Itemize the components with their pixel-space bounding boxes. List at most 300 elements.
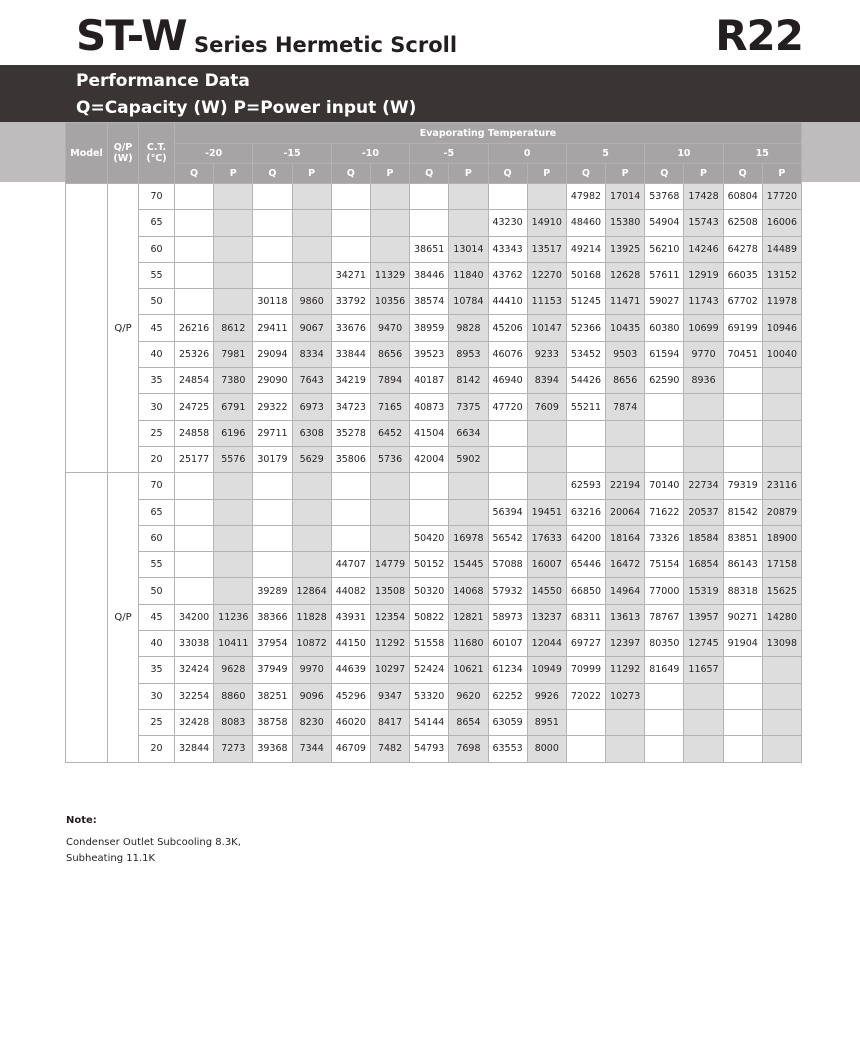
capacity-cell: 24854 [175, 368, 214, 394]
power-cell: 6973 [292, 394, 331, 420]
power-cell: 10435 [606, 315, 645, 341]
power-cell: 12745 [684, 631, 723, 657]
power-cell: 11292 [606, 657, 645, 683]
table-row [66, 709, 802, 735]
series-description: Series Hermetic Scroll [194, 33, 458, 57]
power-cell: 12628 [606, 262, 645, 288]
condensing-temp-cell: 20 [139, 446, 175, 472]
capacity-cell: 44639 [331, 657, 370, 683]
capacity-cell [488, 446, 527, 472]
power-cell [449, 473, 488, 499]
capacity-cell: 53452 [566, 341, 605, 367]
table-row [66, 525, 802, 551]
power-cell: 8953 [449, 341, 488, 367]
power-cell: 15625 [762, 578, 801, 604]
capacity-cell: 69727 [566, 631, 605, 657]
capacity-cell: 38574 [410, 289, 449, 315]
power-cell [370, 236, 409, 262]
capacity-cell: 33676 [331, 315, 370, 341]
power-cell: 11236 [214, 604, 253, 630]
capacity-cell: 29711 [253, 420, 292, 446]
power-cell: 7273 [214, 736, 253, 762]
power-cell: 6791 [214, 394, 253, 420]
power-cell: 15319 [684, 578, 723, 604]
capacity-cell [331, 525, 370, 551]
evap-temp-header: -10 [331, 144, 409, 164]
capacity-cell: 33792 [331, 289, 370, 315]
capacity-cell: 43230 [488, 210, 527, 236]
capacity-cell [410, 210, 449, 236]
capacity-cell [175, 578, 214, 604]
power-cell [762, 368, 801, 394]
power-cell [762, 736, 801, 762]
capacity-cell: 25326 [175, 341, 214, 367]
power-cell: 6196 [214, 420, 253, 446]
power-cell [527, 184, 566, 210]
capacity-cell: 35806 [331, 446, 370, 472]
power-cell: 13957 [684, 604, 723, 630]
capacity-cell [175, 473, 214, 499]
q-subheader: Q [645, 164, 684, 184]
capacity-cell: 50152 [410, 552, 449, 578]
capacity-cell: 46709 [331, 736, 370, 762]
table-row [66, 552, 802, 578]
condensing-temp-cell: 70 [139, 184, 175, 210]
capacity-cell: 62508 [723, 210, 762, 236]
table-row [66, 394, 802, 420]
power-cell: 15445 [449, 552, 488, 578]
capacity-cell: 60380 [645, 315, 684, 341]
table-row [66, 315, 802, 341]
power-cell: 11743 [684, 289, 723, 315]
condensing-temp-cell: 50 [139, 289, 175, 315]
condensing-temp-cell: 40 [139, 631, 175, 657]
capacity-cell: 44410 [488, 289, 527, 315]
power-cell [214, 184, 253, 210]
capacity-cell: 38758 [253, 709, 292, 735]
power-cell [214, 552, 253, 578]
condensing-temp-cell: 70 [139, 473, 175, 499]
capacity-cell: 53320 [410, 683, 449, 709]
p-subheader: P [606, 164, 645, 184]
capacity-cell: 37954 [253, 631, 292, 657]
power-cell: 11153 [527, 289, 566, 315]
capacity-cell: 54904 [645, 210, 684, 236]
capacity-cell: 29411 [253, 315, 292, 341]
power-cell: 7894 [370, 368, 409, 394]
capacity-cell: 43343 [488, 236, 527, 262]
power-cell: 11471 [606, 289, 645, 315]
capacity-cell: 59027 [645, 289, 684, 315]
power-cell: 8417 [370, 709, 409, 735]
power-cell: 10297 [370, 657, 409, 683]
power-cell [606, 420, 645, 446]
capacity-cell: 40873 [410, 394, 449, 420]
condensing-temp-cell: 40 [139, 341, 175, 367]
power-cell [292, 184, 331, 210]
capacity-cell: 37949 [253, 657, 292, 683]
capacity-cell [645, 420, 684, 446]
power-cell [606, 709, 645, 735]
capacity-cell: 45296 [331, 683, 370, 709]
capacity-cell: 34219 [331, 368, 370, 394]
performance-heading: Performance Data [76, 71, 250, 91]
capacity-cell: 51558 [410, 631, 449, 657]
power-cell [449, 210, 488, 236]
capacity-cell: 43931 [331, 604, 370, 630]
power-cell: 8656 [370, 341, 409, 367]
capacity-cell: 62590 [645, 368, 684, 394]
capacity-cell: 42004 [410, 446, 449, 472]
capacity-cell: 70451 [723, 341, 762, 367]
power-cell: 7874 [606, 394, 645, 420]
capacity-cell: 44707 [331, 552, 370, 578]
capacity-cell [331, 236, 370, 262]
capacity-cell [723, 368, 762, 394]
capacity-cell [723, 709, 762, 735]
power-cell: 19451 [527, 499, 566, 525]
condensing-temp-cell: 25 [139, 420, 175, 446]
capacity-cell [331, 499, 370, 525]
power-cell: 17014 [606, 184, 645, 210]
table-row [66, 683, 802, 709]
power-cell: 7698 [449, 736, 488, 762]
title-row [0, 0, 860, 64]
power-cell: 22734 [684, 473, 723, 499]
condensing-temp-cell: 20 [139, 736, 175, 762]
power-cell: 7380 [214, 368, 253, 394]
table-row [66, 604, 802, 630]
power-cell: 16007 [527, 552, 566, 578]
power-cell: 23116 [762, 473, 801, 499]
capacity-cell [723, 420, 762, 446]
capacity-cell: 40187 [410, 368, 449, 394]
capacity-cell [175, 184, 214, 210]
power-cell: 5902 [449, 446, 488, 472]
condensing-temp-cell: 50 [139, 578, 175, 604]
power-cell: 8936 [684, 368, 723, 394]
capacity-cell: 44150 [331, 631, 370, 657]
capacity-cell: 62252 [488, 683, 527, 709]
performance-legend: Q=Capacity (W) P=Power input (W) [76, 98, 417, 118]
capacity-cell [253, 552, 292, 578]
capacity-cell [723, 394, 762, 420]
capacity-cell: 46020 [331, 709, 370, 735]
condensing-temp-cell: 55 [139, 552, 175, 578]
power-cell: 18164 [606, 525, 645, 551]
table-row [66, 210, 802, 236]
capacity-cell: 52366 [566, 315, 605, 341]
capacity-cell: 63059 [488, 709, 527, 735]
power-cell: 8334 [292, 341, 331, 367]
power-cell [292, 499, 331, 525]
p-subheader: P [762, 164, 801, 184]
condensing-temp-cell: 60 [139, 525, 175, 551]
power-cell: 5576 [214, 446, 253, 472]
power-cell [292, 552, 331, 578]
capacity-cell: 35278 [331, 420, 370, 446]
power-cell: 13152 [762, 262, 801, 288]
power-cell [762, 394, 801, 420]
series-name: ST-W [76, 11, 187, 60]
capacity-cell: 33844 [331, 341, 370, 367]
power-cell [370, 499, 409, 525]
power-cell: 18584 [684, 525, 723, 551]
power-cell [214, 262, 253, 288]
table-row [66, 736, 802, 762]
capacity-cell [723, 657, 762, 683]
capacity-cell: 63553 [488, 736, 527, 762]
power-cell [370, 473, 409, 499]
qp-cell: Q/P [108, 473, 139, 762]
power-cell [214, 473, 253, 499]
capacity-cell [331, 210, 370, 236]
table-row [66, 578, 802, 604]
condensing-temp-cell: 45 [139, 604, 175, 630]
capacity-cell [645, 446, 684, 472]
power-cell [292, 262, 331, 288]
q-subheader: Q [410, 164, 449, 184]
power-cell: 8656 [606, 368, 645, 394]
refrigerant-label: R22 [715, 11, 803, 60]
power-cell [370, 184, 409, 210]
power-cell: 20879 [762, 499, 801, 525]
power-cell [684, 394, 723, 420]
p-subheader: P [370, 164, 409, 184]
power-cell: 8000 [527, 736, 566, 762]
power-cell: 7165 [370, 394, 409, 420]
capacity-cell: 46940 [488, 368, 527, 394]
capacity-cell: 32428 [175, 709, 214, 735]
capacity-cell: 39368 [253, 736, 292, 762]
power-cell [214, 210, 253, 236]
power-cell [762, 446, 801, 472]
capacity-cell [253, 473, 292, 499]
power-cell [762, 420, 801, 446]
power-cell: 14550 [527, 578, 566, 604]
power-cell: 7375 [449, 394, 488, 420]
power-cell [684, 709, 723, 735]
capacity-cell [645, 736, 684, 762]
capacity-cell: 53768 [645, 184, 684, 210]
capacity-cell [253, 184, 292, 210]
performance-table [65, 122, 802, 763]
power-cell: 10784 [449, 289, 488, 315]
power-cell: 10699 [684, 315, 723, 341]
model-column-header: Model [66, 123, 108, 184]
evap-temp-header: -15 [253, 144, 331, 164]
power-cell: 9770 [684, 341, 723, 367]
power-cell: 14280 [762, 604, 801, 630]
capacity-cell: 50822 [410, 604, 449, 630]
power-cell: 11828 [292, 604, 331, 630]
power-cell: 14964 [606, 578, 645, 604]
condensing-temp-cell: 30 [139, 683, 175, 709]
power-cell: 16472 [606, 552, 645, 578]
power-cell [684, 683, 723, 709]
power-cell: 13613 [606, 604, 645, 630]
capacity-cell [645, 709, 684, 735]
power-cell: 20064 [606, 499, 645, 525]
capacity-cell: 57611 [645, 262, 684, 288]
power-cell [527, 446, 566, 472]
table-row [66, 236, 802, 262]
evap-temp-header: -20 [175, 144, 253, 164]
capacity-cell: 90271 [723, 604, 762, 630]
power-cell: 9503 [606, 341, 645, 367]
capacity-cell: 57932 [488, 578, 527, 604]
capacity-cell: 39289 [253, 578, 292, 604]
capacity-cell: 33038 [175, 631, 214, 657]
capacity-cell: 78767 [645, 604, 684, 630]
p-subheader: P [214, 164, 253, 184]
condensing-temp-cell: 30 [139, 394, 175, 420]
model-cell [66, 473, 108, 762]
condensing-temp-cell: 35 [139, 657, 175, 683]
power-cell: 16978 [449, 525, 488, 551]
capacity-cell: 38446 [410, 262, 449, 288]
capacity-cell [645, 394, 684, 420]
capacity-cell [566, 709, 605, 735]
capacity-cell: 63216 [566, 499, 605, 525]
power-cell: 10949 [527, 657, 566, 683]
capacity-cell: 66035 [723, 262, 762, 288]
power-cell [527, 420, 566, 446]
capacity-cell: 49214 [566, 236, 605, 262]
capacity-cell [253, 499, 292, 525]
capacity-cell: 66850 [566, 578, 605, 604]
power-cell: 9470 [370, 315, 409, 341]
capacity-cell [175, 499, 214, 525]
table-row [66, 631, 802, 657]
capacity-cell: 60107 [488, 631, 527, 657]
power-cell: 14489 [762, 236, 801, 262]
capacity-cell: 29094 [253, 341, 292, 367]
table-row [66, 473, 802, 499]
power-cell: 8612 [214, 315, 253, 341]
condensing-temp-cell: 65 [139, 499, 175, 525]
power-cell: 9233 [527, 341, 566, 367]
capacity-cell [331, 473, 370, 499]
condensing-temp-cell: 45 [139, 315, 175, 341]
power-cell [684, 736, 723, 762]
power-cell [370, 525, 409, 551]
power-cell: 6452 [370, 420, 409, 446]
capacity-cell [410, 473, 449, 499]
capacity-cell: 65446 [566, 552, 605, 578]
power-cell [527, 473, 566, 499]
power-cell [214, 578, 253, 604]
capacity-cell: 32424 [175, 657, 214, 683]
power-cell: 7482 [370, 736, 409, 762]
capacity-cell: 32254 [175, 683, 214, 709]
power-cell: 13014 [449, 236, 488, 262]
capacity-cell [723, 683, 762, 709]
capacity-cell: 51245 [566, 289, 605, 315]
capacity-cell: 58973 [488, 604, 527, 630]
capacity-cell: 39523 [410, 341, 449, 367]
power-cell: 10872 [292, 631, 331, 657]
capacity-cell: 38959 [410, 315, 449, 341]
power-cell: 9860 [292, 289, 331, 315]
power-cell [292, 236, 331, 262]
evap-temp-header: 15 [723, 144, 801, 164]
capacity-cell: 72022 [566, 683, 605, 709]
capacity-cell [488, 184, 527, 210]
capacity-cell: 50168 [566, 262, 605, 288]
p-subheader: P [292, 164, 331, 184]
power-cell: 11840 [449, 262, 488, 288]
power-cell: 12397 [606, 631, 645, 657]
power-cell: 8654 [449, 709, 488, 735]
table-row [66, 420, 802, 446]
power-cell [214, 289, 253, 315]
evaporating-temperature-header: Evaporating Temperature [175, 123, 802, 144]
capacity-cell: 30118 [253, 289, 292, 315]
capacity-cell [175, 262, 214, 288]
capacity-cell: 79319 [723, 473, 762, 499]
capacity-cell: 48460 [566, 210, 605, 236]
power-cell [762, 657, 801, 683]
capacity-cell [723, 736, 762, 762]
power-cell: 9970 [292, 657, 331, 683]
condensing-temp-cell: 65 [139, 210, 175, 236]
power-cell: 17158 [762, 552, 801, 578]
power-cell: 11657 [684, 657, 723, 683]
capacity-cell: 61234 [488, 657, 527, 683]
capacity-cell: 81542 [723, 499, 762, 525]
capacity-cell [410, 499, 449, 525]
capacity-cell: 67702 [723, 289, 762, 315]
power-cell: 13517 [527, 236, 566, 262]
capacity-cell: 38366 [253, 604, 292, 630]
capacity-cell: 75154 [645, 552, 684, 578]
power-cell: 16854 [684, 552, 723, 578]
p-subheader: P [449, 164, 488, 184]
capacity-cell: 30179 [253, 446, 292, 472]
capacity-cell: 57088 [488, 552, 527, 578]
capacity-cell [175, 289, 214, 315]
capacity-cell: 70999 [566, 657, 605, 683]
power-cell: 12821 [449, 604, 488, 630]
capacity-cell [253, 236, 292, 262]
evap-temp-header: 0 [488, 144, 566, 164]
power-cell [684, 420, 723, 446]
power-cell: 22194 [606, 473, 645, 499]
power-cell: 13925 [606, 236, 645, 262]
q-subheader: Q [175, 164, 214, 184]
capacity-cell: 50420 [410, 525, 449, 551]
capacity-cell: 43762 [488, 262, 527, 288]
power-cell: 9926 [527, 683, 566, 709]
capacity-cell: 44082 [331, 578, 370, 604]
power-cell [292, 210, 331, 236]
qp-cell: Q/P [108, 184, 139, 473]
power-cell: 12919 [684, 262, 723, 288]
power-cell [292, 525, 331, 551]
capacity-cell [253, 262, 292, 288]
power-cell: 5629 [292, 446, 331, 472]
capacity-cell: 50320 [410, 578, 449, 604]
power-cell [684, 446, 723, 472]
power-cell [214, 525, 253, 551]
power-cell: 10356 [370, 289, 409, 315]
power-cell: 6308 [292, 420, 331, 446]
capacity-cell [566, 420, 605, 446]
capacity-cell [253, 525, 292, 551]
power-cell: 11978 [762, 289, 801, 315]
capacity-cell: 34271 [331, 262, 370, 288]
